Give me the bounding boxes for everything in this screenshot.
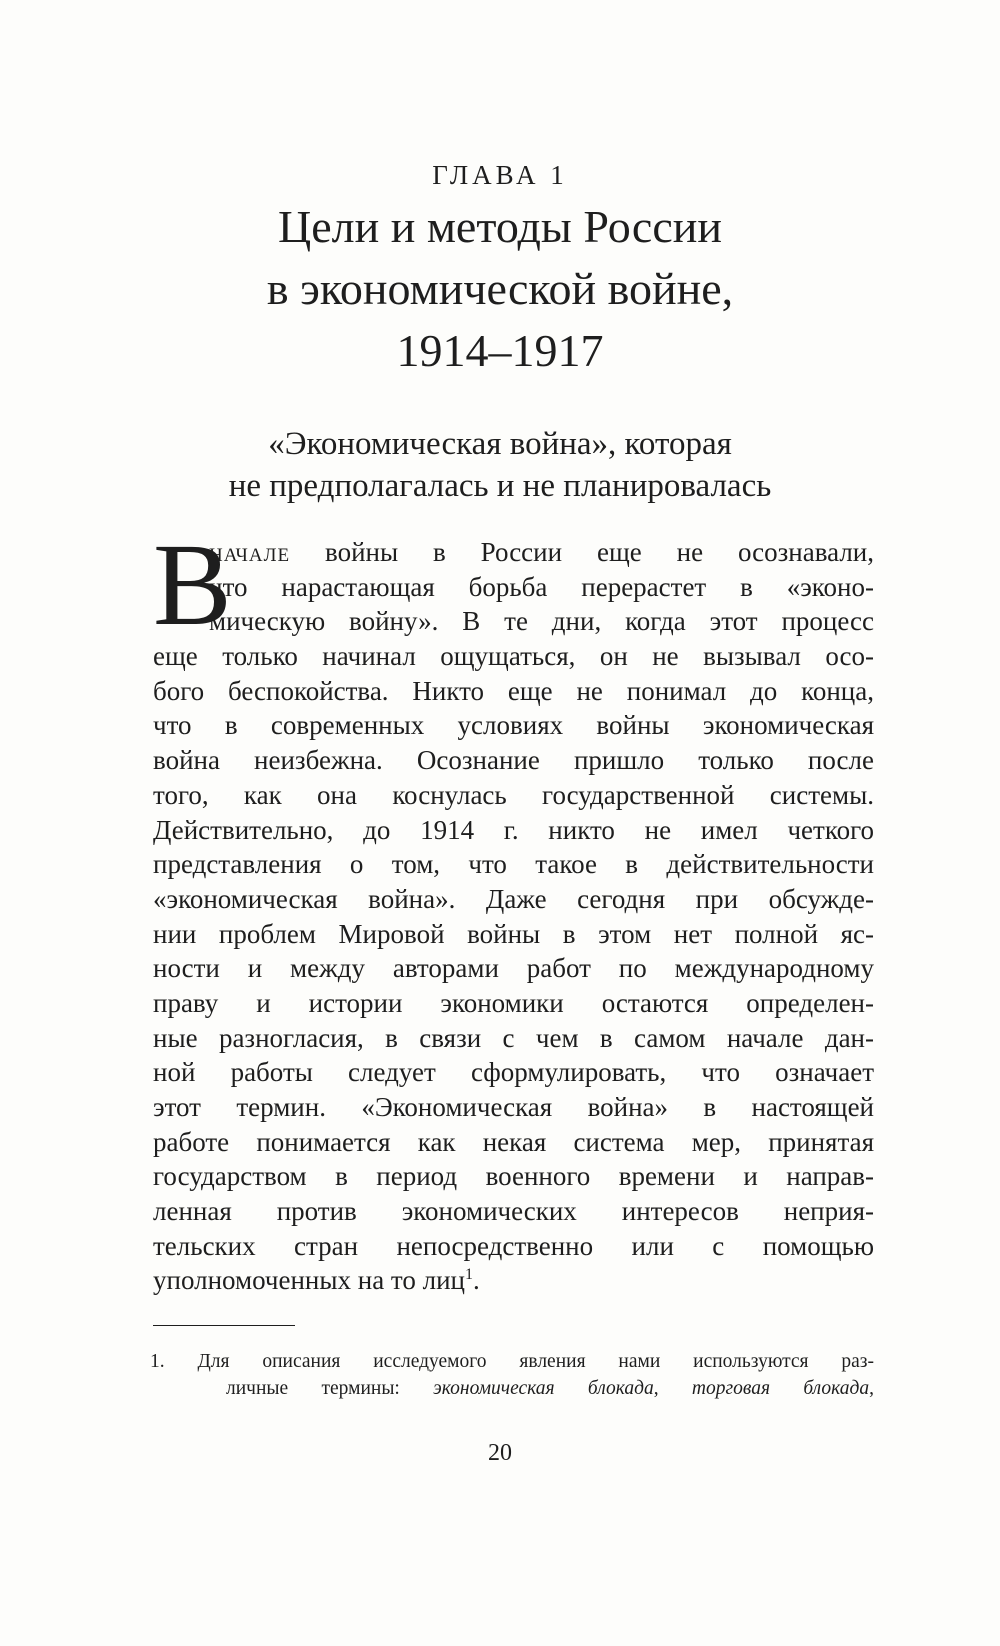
text-line: «экономическая война». Даже сегодня при обсужде- — [153, 883, 874, 914]
text-line: работе понимается как некая система мер, принятая — [153, 1126, 874, 1157]
text-line: что в современных условиях войны экономическая — [153, 710, 874, 741]
section-title — [0, 423, 1000, 507]
chapter-title-line: 1914–1917 — [396, 325, 604, 376]
chapter-label: ГЛАВА 1 — [432, 160, 568, 190]
text-line: ные разногласия, в связи с чем в самом начале дан- — [153, 1022, 874, 1053]
footnote — [150, 1348, 874, 1402]
section-title-line: «Экономическая война», которая — [268, 426, 732, 462]
drop-cap: В — [153, 519, 232, 650]
chapter-title-line: в экономической войне, — [266, 263, 734, 314]
footnote-line — [150, 1375, 874, 1402]
text-line: Действительно, до 1914 г. никто не имел четкого — [153, 814, 874, 845]
footnote-term: экономическая блокада — [433, 1378, 654, 1399]
chapter-title — [0, 196, 1000, 382]
first-word: начале — [209, 537, 291, 567]
page-number: 20 — [488, 1440, 512, 1466]
final-period: . — [473, 1265, 480, 1296]
text-line: представления о том, что такое в действительности — [153, 849, 874, 880]
text-line: бого беспокойства. Никто еще не понимал до конца, — [153, 675, 874, 706]
footnote-text: личные термины: — [226, 1378, 434, 1399]
body-paragraph — [153, 519, 874, 1298]
footnote-rule — [153, 1325, 295, 1326]
text-line: нии проблем Мировой войны в этом нет полной яс- — [153, 918, 874, 949]
text-line: война неизбежна. Осознание пришло только после — [153, 745, 874, 776]
footnote-term: торговая блокада — [691, 1378, 870, 1399]
text-line — [153, 535, 874, 570]
text-line: ленная против экономических интересов неприя- — [153, 1196, 874, 1227]
text-line: ности и между авторами работ по международному — [153, 953, 874, 984]
text-line — [153, 1263, 874, 1298]
text-line-body: уполномоченных на то лиц — [153, 1265, 465, 1296]
text-line: мическую войну». В те дни, когда этот процесс — [209, 606, 874, 637]
footnote-text: , — [869, 1378, 875, 1399]
text-line: того, как она коснулась государственной системы. — [153, 779, 874, 810]
footnote-line: 1. Для описания исследуемого явления нами используются раз- — [150, 1351, 874, 1372]
text-line: государством в период военного времени и направ- — [153, 1161, 874, 1192]
footnote-reference[interactable]: 1 — [465, 1266, 473, 1284]
text-line: что нарастающая борьба перерастет в «эконо- — [209, 571, 874, 602]
footnote-separator: , — [653, 1378, 692, 1399]
text-line: еще только начинал ощущаться, он не вызывал осо- — [153, 641, 874, 672]
chapter-title-line: Цели и методы России — [278, 201, 722, 252]
text-line-rest: войны в России еще не осознавали, — [290, 537, 874, 567]
text-line: этот термин. «Экономическая война» в настоящей — [153, 1092, 874, 1122]
text-line: праву и истории экономики остаются определен- — [153, 987, 874, 1018]
text-line: ной работы следует сформулировать, что означает — [153, 1057, 874, 1088]
text-line: тельских стран непосредственно или с помощью — [153, 1230, 874, 1261]
section-title-line: не предполагалась и не планировалась — [228, 468, 772, 504]
